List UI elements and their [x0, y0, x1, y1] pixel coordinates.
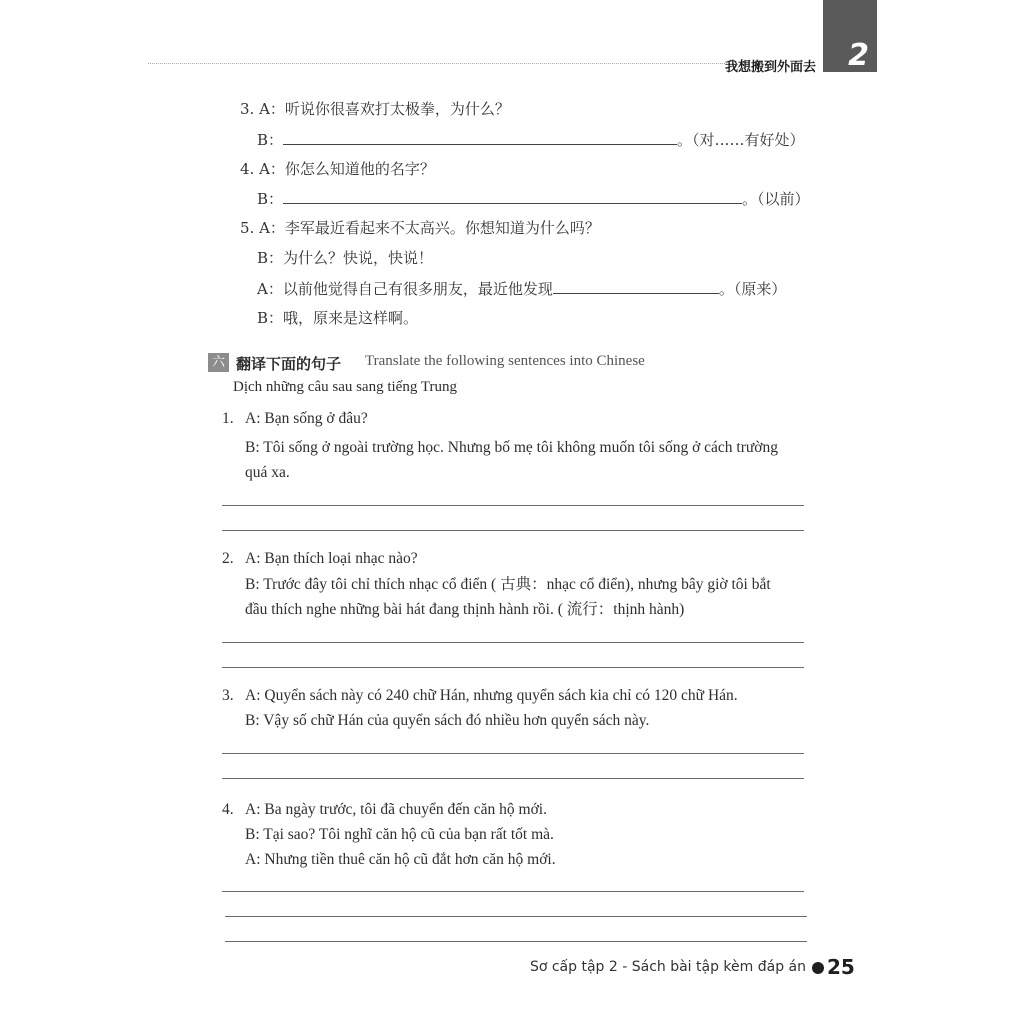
q4-answer-blank[interactable]: [283, 189, 742, 204]
q5-b2-line: [257, 309, 418, 327]
footer-book-title: Sơ cấp tập 2 - Sách bài tập kèm đáp án: [529, 959, 806, 975]
period: 。: [677, 131, 693, 149]
period: 。: [742, 190, 758, 208]
chapter-number: 2: [848, 38, 869, 73]
q3-answer-blank[interactable]: [283, 130, 677, 145]
q5-a-text: 李军最近看起来不太高兴。你想知道为什么吗？: [284, 219, 600, 237]
exercise-2-line-1: A: Bạn thích loại nhạc nào?: [245, 550, 418, 567]
section-badge: 六: [208, 353, 229, 372]
q4-a-line: [240, 160, 435, 178]
exercise-3-answer-line[interactable]: [222, 778, 804, 779]
q4-b-line: [257, 189, 810, 208]
q5-b-line: [257, 249, 433, 267]
q3-a-text: 听说你很喜欢打太极拳，为什么？: [284, 100, 510, 118]
exercise-4-answer-line[interactable]: [225, 941, 807, 942]
chapter-tab: [823, 0, 877, 72]
q5-answer-blank[interactable]: [553, 279, 719, 294]
q4-hint: （以前）: [757, 190, 810, 208]
exercise-4-answer-line[interactable]: [222, 891, 804, 892]
q5-hint: （原来）: [733, 280, 787, 298]
exercise-1-line-1: A: Bạn sống ở đâu?: [245, 410, 368, 427]
exercise-2-line-3: đầu thích nghe những bài hát đang thịnh hành rồi. ( 流行：thịnh hành): [245, 601, 685, 618]
speaker-label: B：: [257, 131, 284, 149]
exercise-4-answer-line[interactable]: [225, 916, 807, 917]
q3-hint: （对……有好处）: [692, 131, 805, 149]
exercise-1-answer-line[interactable]: [222, 530, 804, 531]
q3-a-line: [240, 100, 510, 118]
section-title-english: Translate the following sentences into Chinese: [365, 353, 645, 369]
exercise-2-number: 2.: [222, 550, 234, 567]
q5-b-text: 为什么？快说，快说！: [283, 249, 434, 267]
exercise-3-line-1: A: Quyển sách này có 240 chữ Hán, nhưng quyển sách kia chỉ có 120 chữ Hán.: [245, 687, 738, 704]
q4-a-text: 你怎么知道他的名字？: [284, 160, 435, 178]
exercise-1-line-2: B: Tôi sống ở ngoài trường học. Nhưng bố mẹ tôi không muốn tôi sống ở cách trường: [245, 439, 778, 456]
speaker-label: B：: [257, 309, 284, 327]
exercise-1-answer-line[interactable]: [222, 505, 804, 506]
page-number: 25: [827, 955, 855, 979]
exercise-1-line-3: quá xa.: [245, 464, 290, 481]
exercise-3-answer-line[interactable]: [222, 753, 804, 754]
exercise-2-answer-line[interactable]: [222, 642, 804, 643]
exercise-4-line-3: A: Nhưng tiền thuê căn hộ cũ đắt hơn căn hộ mới.: [245, 851, 556, 868]
exercise-4-line-2: B: Tại sao? Tôi nghĩ căn hộ cũ của bạn rất tốt mà.: [245, 826, 554, 843]
speaker-label: 4. A：: [240, 160, 285, 178]
exercise-1-number: 1.: [222, 410, 234, 427]
exercise-3-number: 3.: [222, 687, 234, 704]
q5-a2-text: 以前他觉得自己有很多朋友，最近他发现: [282, 280, 553, 298]
q3-b-line: [257, 130, 805, 149]
section-title-vietnamese: Dịch những câu sau sang tiếng Trung: [233, 379, 457, 395]
bullet-dot-icon: [812, 962, 824, 974]
exercise-3-line-2: B: Vậy số chữ Hán của quyển sách đó nhiều hơn quyển sách này.: [245, 712, 650, 729]
q5-a-line: [240, 219, 600, 237]
speaker-label: 5. A：: [240, 219, 285, 237]
header-dotted-rule: [148, 63, 725, 64]
speaker-label: B：: [257, 190, 284, 208]
q5-a2-line: [257, 279, 786, 298]
section-title-chinese: 翻译下面的句子: [236, 355, 342, 373]
chapter-title: 我想搬到外面去: [724, 60, 816, 75]
exercise-4-line-1: A: Ba ngày trước, tôi đã chuyển đến căn hộ mới.: [245, 801, 547, 818]
speaker-label: 3. A：: [240, 100, 285, 118]
speaker-label: B：: [257, 249, 284, 267]
exercise-4-number: 4.: [222, 801, 234, 818]
period: 。: [718, 280, 734, 298]
speaker-label: A：: [257, 280, 283, 298]
exercise-2-answer-line[interactable]: [222, 667, 804, 668]
q5-b2-text: 哦，原来是这样啊。: [283, 309, 419, 327]
exercise-2-line-2: B: Trước đây tôi chỉ thích nhạc cổ điển ( 古典：nhạc cổ điển), nhưng bây giờ tôi bắt: [245, 576, 771, 593]
